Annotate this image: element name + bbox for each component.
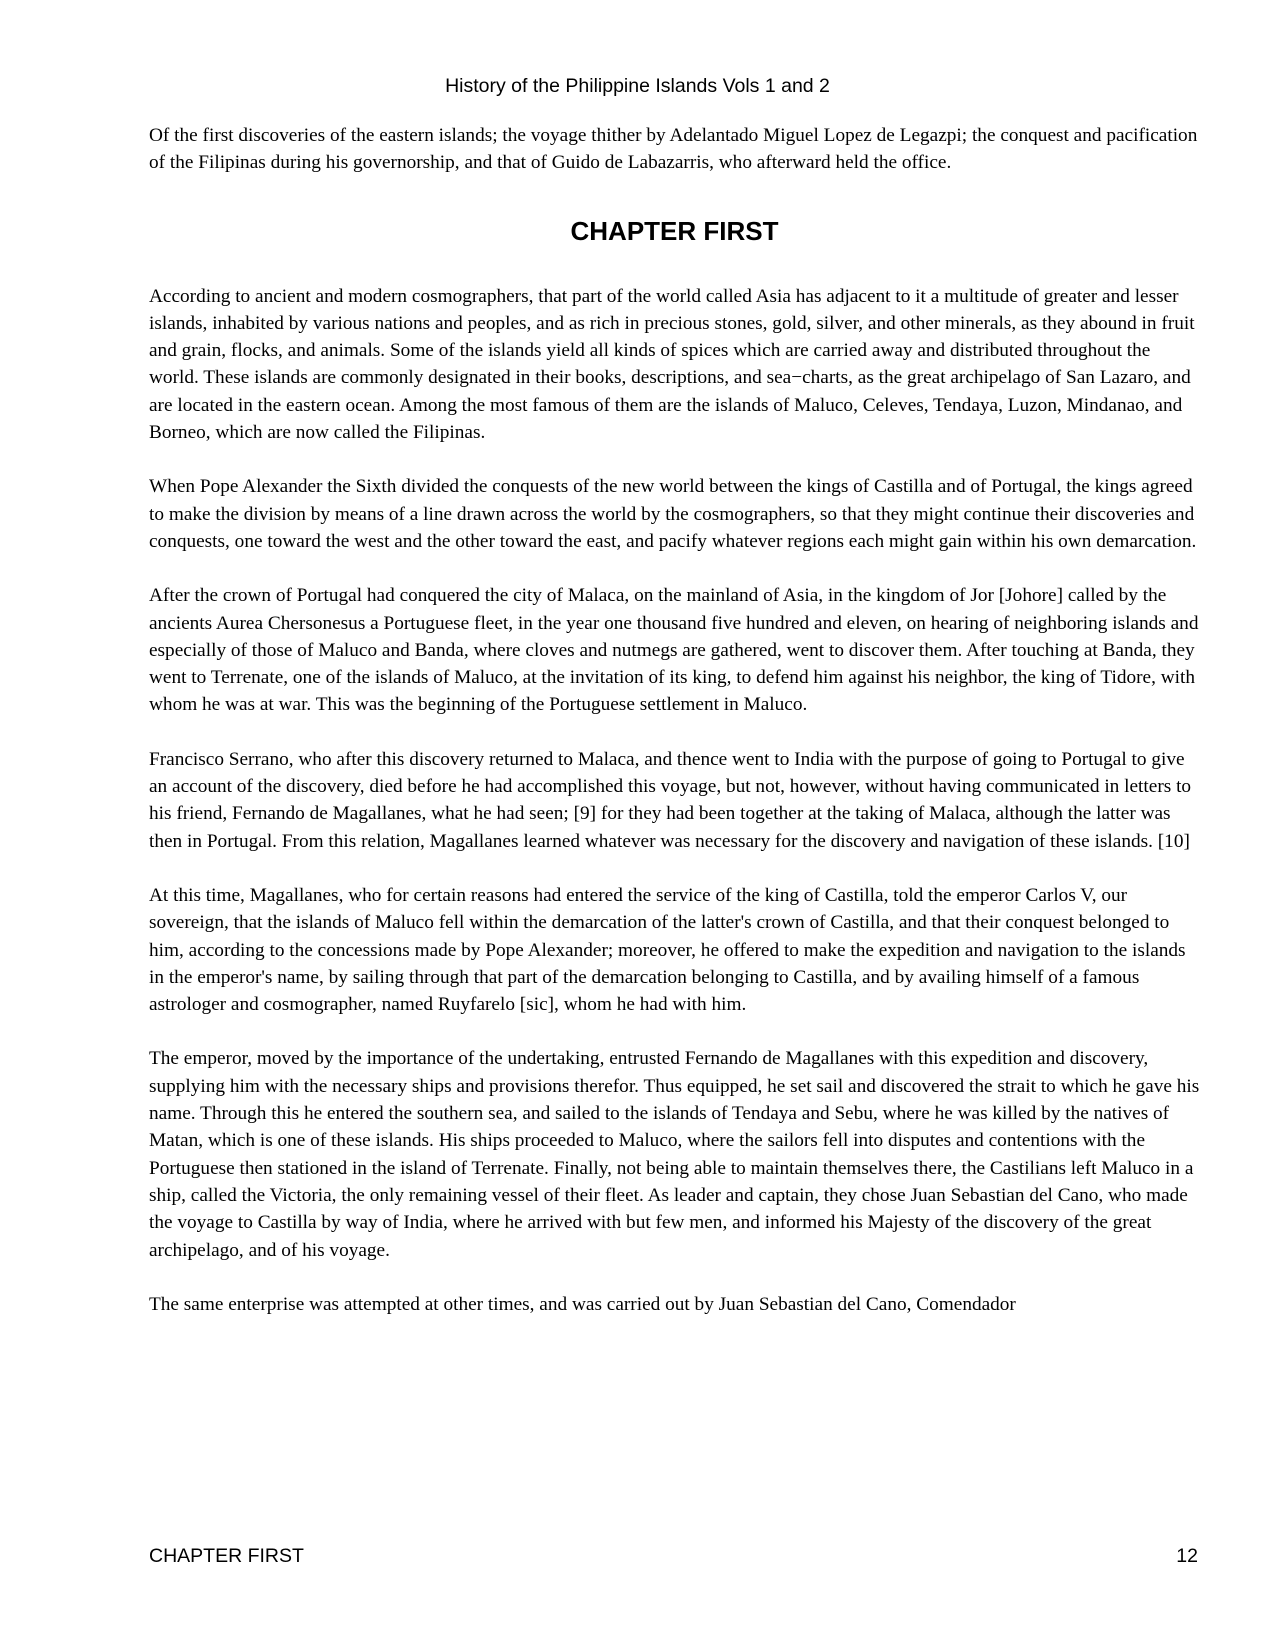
- footer-section-title: CHAPTER FIRST: [149, 1545, 304, 1567]
- paragraph: The emperor, moved by the importance of the undertaking, entrusted Fernando de Magallanes with this expedition and discovery, supplying him with the necessary ships and provisions therefor. Thus equipped, he set sail and discovered the strait to which he gave his name. Through this he entered the southern sea, and sailed to the islands of Tendaya and Sebu, where he was killed by the natives of Matan, which is one of these islands. His ships proceeded to Maluco, where the sailors fell into disputes and contentions with the Portuguese then stationed in the island of Terrenate. Finally, not being able to maintain themselves there, the Castilians left Maluco in a ship, called the Victoria, the only remaining vessel of their fleet. As leader and captain, they chose Juan Sebastian del Cano, who made the voyage to Castilla by way of India, where he arrived with but few men, and informed his Majesty of the discovery of the great archipelago, and of his voyage.: [149, 1048, 1200, 1261]
- chapter-title: CHAPTER FIRST: [570, 215, 779, 246]
- paragraph: When Pope Alexander the Sixth divided the conquests of the new world between the kings of Castilla and of Portugal, the kings agreed to make the division by means of a line drawn across the world by the cosmographers, so that they might continue their discoveries and conquests, one toward the west and the other toward the east, and pacify whatever regions each might gain within his own demarcation.: [149, 476, 1197, 552]
- paragraph: After the crown of Portugal had conquered the city of Malaca, on the mainland of Asia, in the kingdom of Jor [Johore] called by the ancients Aurea Chersonesus a Portuguese fleet, in the year one thousand five hundred and eleven, on hearing of neighboring islands and especially of those of Maluco and Banda, where cloves and nutmegs are gathered, went to discover them. After touching at Banda, they went to Terrenate, one of the islands of Maluco, at the invitation of its king, to defend him against his neighbor, the king of Tidore, with whom he was at war. This was the beginning of the Portuguese settlement in Maluco.: [149, 585, 1199, 716]
- page-content: [149, 122, 1200, 1318]
- paragraph: At this time, Magallanes, who for certain reasons had entered the service of the king of Castilla, told the emperor Carlos V, our sovereign, that the islands of Maluco fell within the demarcation of the latter's crown of Castilla, and that their conquest belonged to him, according to the concessions made by Pope Alexander; moreover, he offered to make the expedition and navigation to the islands in the emperor's name, by sailing through that part of the demarcation belonging to Castilla, and by availing himself of a famous astrologer and cosmographer, named Ruyfarelo [sic], whom he had with him.: [149, 884, 1186, 1016]
- paragraph: According to ancient and modern cosmographers, that part of the world called Asia has adjacent to it a multitude of greater and lesser islands, inhabited by various nations and peoples, and as rich in precious stones, gold, silver, and other minerals, as they abound in fruit and grain, flocks, and animals. Some of the islands yield all kinds of spices which are carried away and distributed throughout the world. These islands are commonly designated in their books, descriptions, and sea−charts, as the great archipelago of San Lazaro, and are located in the eastern ocean. Among the most famous of them are the islands of Maluco, Celeves, Tendaya, Luzon, Mindanao, and Borneo, which are now called the Filipinas.: [149, 285, 1195, 444]
- paragraph: The same enterprise was attempted at other times, and was carried out by Juan Sebastian del Cano, Comendador: [149, 1293, 1016, 1315]
- page-number: 12: [1176, 1545, 1198, 1567]
- running-header: History of the Philippine Islands Vols 1 and 2: [445, 75, 830, 97]
- chapter-summary: Of the first discoveries of the eastern islands; the voyage thither by Adelantado Miguel Lopez de Legazpi; the conquest and pacification of the Filipinas during his governorship, and that of Guido de Labazarris, who afterward held the office.: [149, 125, 1198, 174]
- paragraph: Francisco Serrano, who after this discovery returned to Malaca, and thence went to India with the purpose of going to Portugal to give an account of the discovery, died before he had accomplished this voyage, but not, however, without having communicated in letters to his friend, Fernando de Magallanes, what he had seen; [9] for they had been together at the taking of Malaca, although the latter was then in Portugal. From this relation, Magallanes learned whatever was necessary for the discovery and navigation of these islands. [10]: [149, 748, 1192, 852]
